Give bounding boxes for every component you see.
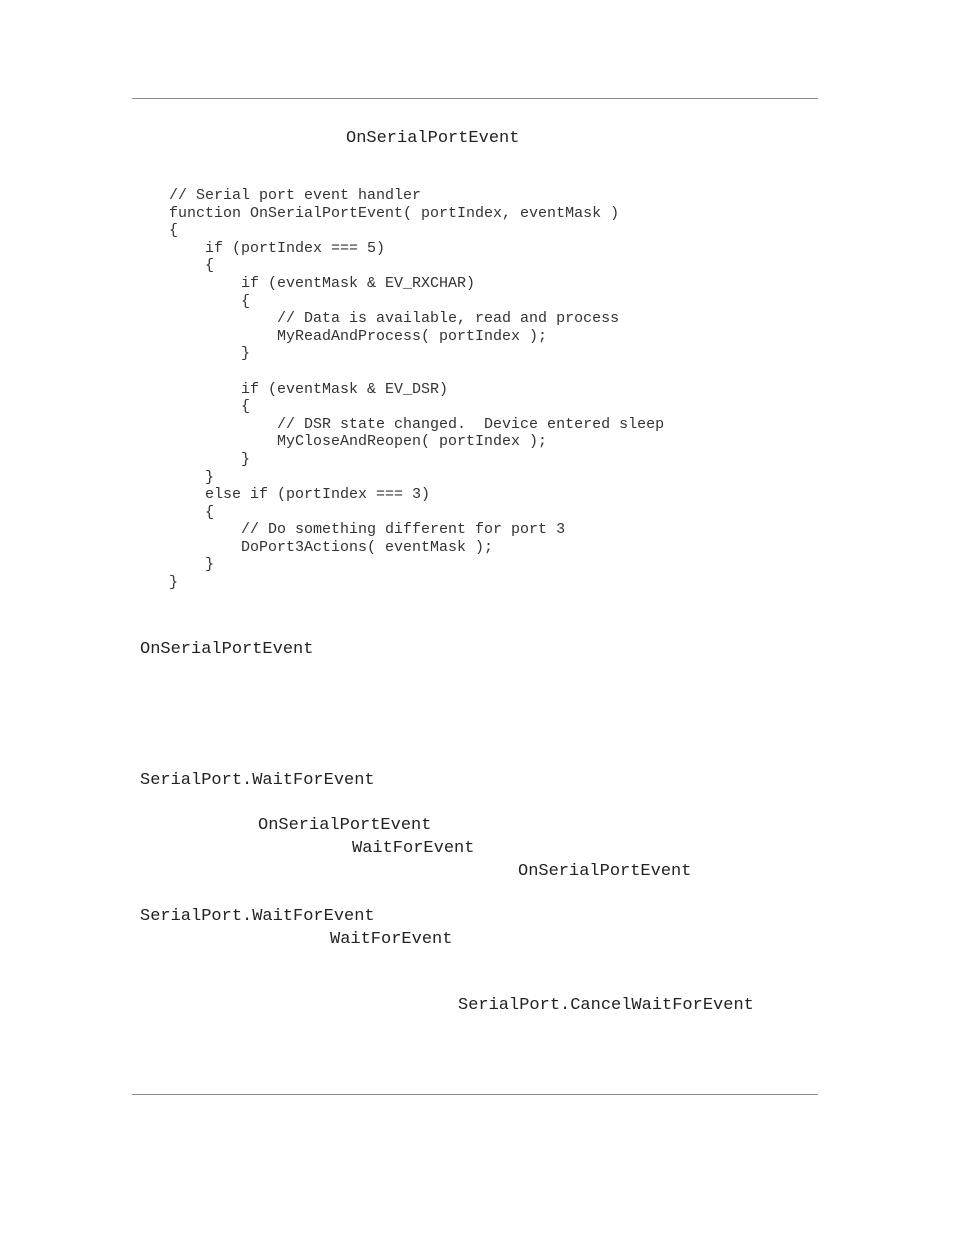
inline-identifier: OnSerialPortEvent	[140, 640, 314, 659]
code-line: MyCloseAndReopen( portIndex );	[169, 433, 548, 451]
code-line: function OnSerialPortEvent( portIndex, eventMask )	[169, 204, 620, 222]
top-rule	[132, 98, 818, 99]
code-line: // Serial port event handler	[169, 187, 422, 204]
inline-identifier: WaitForEvent	[352, 839, 475, 858]
code-line: MyReadAndProcess( portIndex );	[169, 327, 548, 345]
code-line: {	[169, 292, 251, 310]
code-line: }	[169, 450, 251, 468]
code-line	[169, 363, 664, 381]
section-heading: OnSerialPortEvent	[346, 129, 520, 148]
code-line: }	[169, 574, 179, 592]
code-line: else if (portIndex === 3)	[169, 486, 431, 504]
inline-identifier: SerialPort.CancelWaitForEvent	[458, 996, 754, 1015]
inline-identifier: WaitForEvent	[330, 930, 453, 949]
code-line: {	[169, 503, 215, 521]
code-line: DoPort3Actions( eventMask );	[169, 538, 494, 556]
inline-identifier: SerialPort.WaitForEvent	[140, 771, 375, 790]
code-line: if (eventMask & EV_RXCHAR)	[169, 274, 476, 292]
code-line: if (eventMask & EV_DSR)	[169, 380, 449, 398]
code-line: // DSR state changed. Device entered sleep	[169, 415, 665, 433]
code-line: // Data is available, read and process	[169, 310, 620, 328]
code-block	[169, 187, 664, 592]
code-line: {	[169, 398, 251, 416]
code-line: }	[169, 556, 215, 574]
code-line: // Do something different for port 3	[169, 521, 566, 539]
bottom-rule	[132, 1094, 818, 1095]
inline-identifier: SerialPort.WaitForEvent	[140, 907, 375, 926]
code-line: }	[169, 345, 251, 363]
code-line: {	[169, 257, 215, 275]
code-line: if (portIndex === 5)	[169, 239, 386, 257]
code-line: }	[169, 468, 215, 486]
code-line: {	[169, 222, 179, 240]
inline-identifier: OnSerialPortEvent	[518, 862, 692, 881]
inline-identifier: OnSerialPortEvent	[258, 816, 432, 835]
